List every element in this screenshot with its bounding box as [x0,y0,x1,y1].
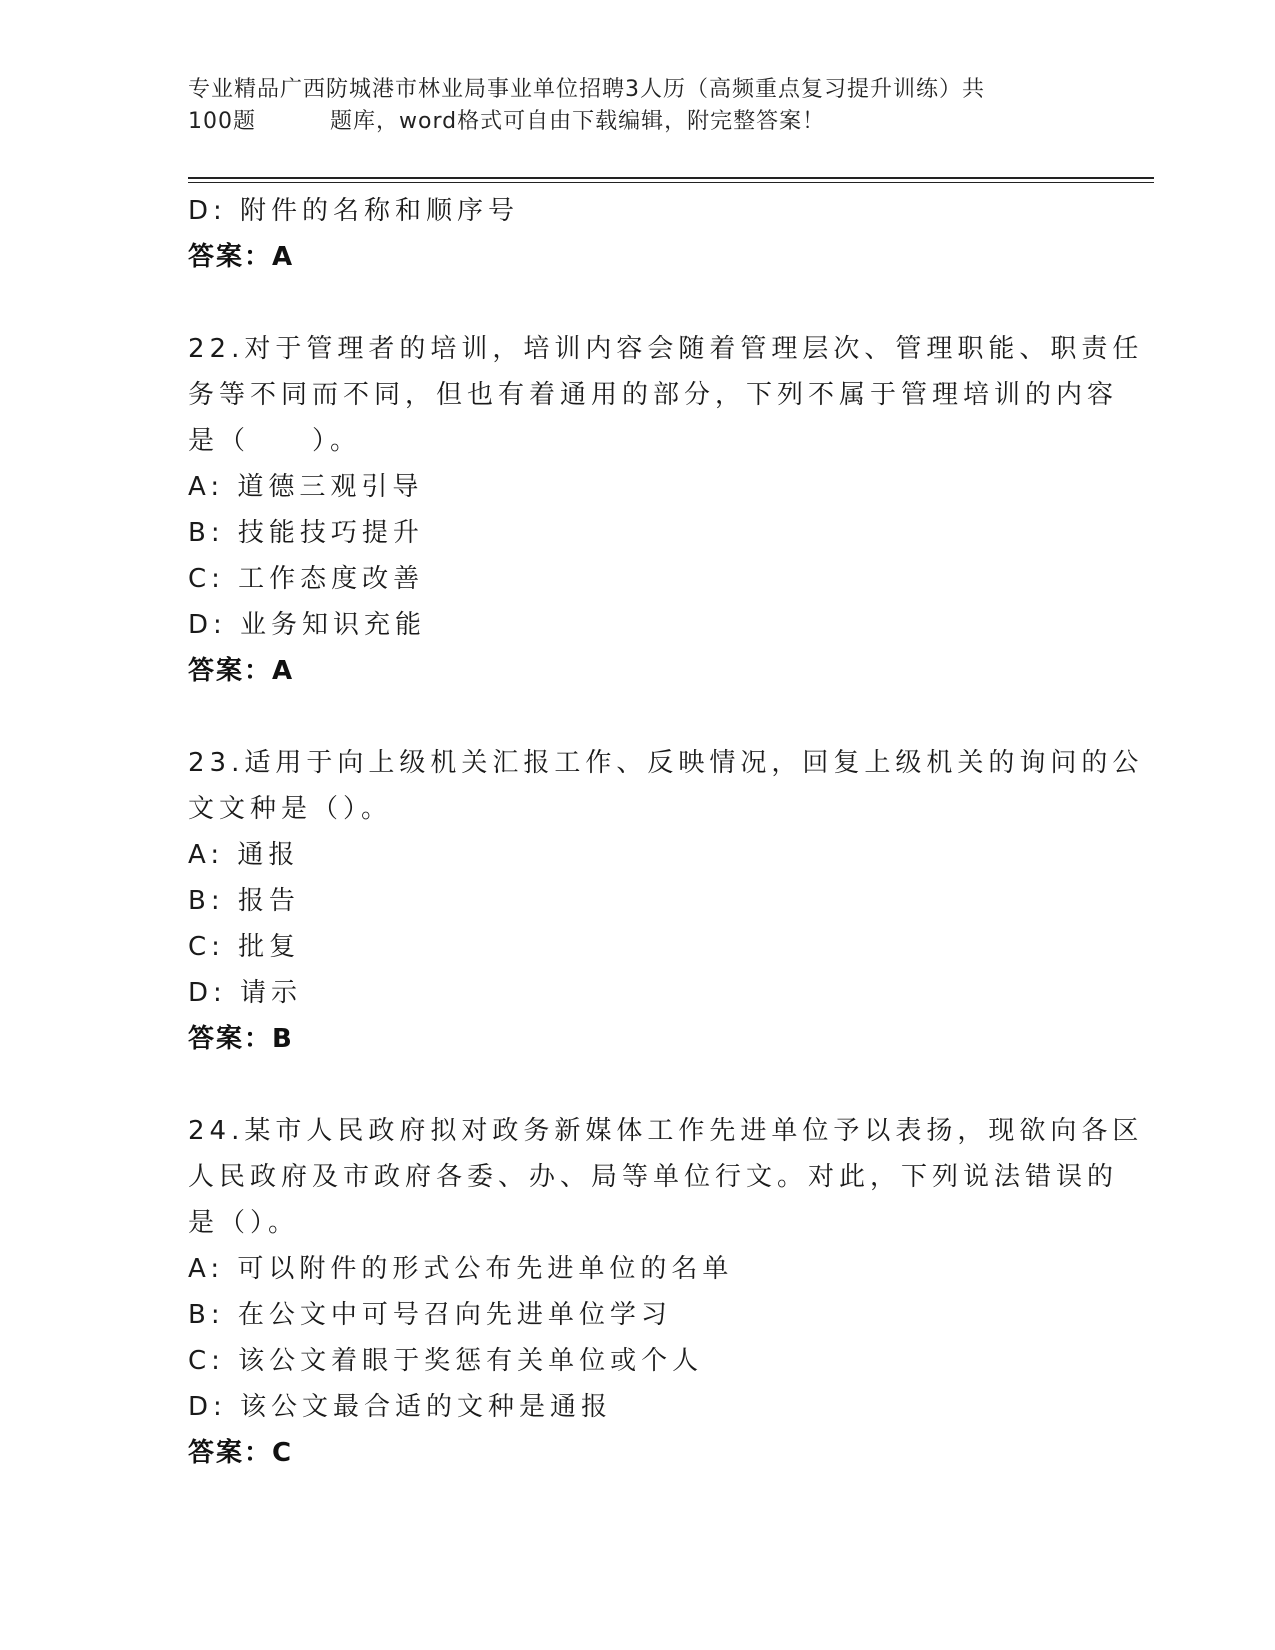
option-a: A: 可以附件的形式公布先进单位的名单 [188,1254,734,1284]
option-d: D: 该公文最合适的文种是通报 [188,1392,613,1422]
header-count: 100题 [188,109,256,134]
question-text-line: 23.适用于向上级机关汇报工作、反映情况，回复上级机关的询问的公 [188,748,1144,778]
header-title-line-2 [188,106,1088,138]
question-text-line: 是（）。 [188,1208,300,1238]
option-d: D: 请示 [188,978,303,1008]
question-text-line: 24.某市人民政府拟对政务新媒体工作先进单位予以表扬，现欲向各区 [188,1116,1144,1146]
prev-answer: 答案：A [188,242,295,272]
answer: 答案：A [188,656,295,686]
question-text-line: 文文种是（）。 [188,794,393,824]
option-b: B: 在公文中可号召向先进单位学习 [188,1300,672,1330]
option-b: B: 技能技巧提升 [188,518,424,548]
question-text-line: 是（ ）。 [188,426,362,456]
option-c: C: 工作态度改善 [188,564,425,594]
question-text-line: 务等不同而不同，但也有着通用的部分，下列不属于管理培训的内容 [188,380,1119,410]
option-a: A: 道德三观引导 [188,472,424,502]
header-divider-thin [188,182,1154,183]
prev-option-d: D: 附件的名称和顺序号 [188,196,520,226]
question-block-24 [188,1108,1144,1476]
question-list [188,188,1144,1476]
option-b: B: 报告 [188,886,300,916]
answer: 答案：B [188,1024,294,1054]
question-text-line: 人民政府及市政府各委、办、局等单位行文。对此，下列说法错误的 [188,1162,1119,1192]
option-a: A: 通报 [188,840,300,870]
header-note: 题库，word格式可自由下载编辑，附完整答案！ [330,109,826,134]
header-divider-thick [188,177,1154,179]
answer: 答案：C [188,1438,294,1468]
header-title-line-1: 专业精品广西防城港市林业局事业单位招聘3人历（高频重点复习提升训练）共 [188,77,985,102]
question-text-line: 22.对于管理者的培训，培训内容会随着管理层次、管理职能、职责任 [188,334,1144,364]
option-c: C: 批复 [188,932,301,962]
option-d: D: 业务知识充能 [188,610,427,640]
option-c: C: 该公文着眼于奖惩有关单位或个人 [188,1346,704,1376]
document-header [188,74,1088,138]
question-block-23 [188,740,1144,1062]
question-block-22 [188,326,1144,694]
